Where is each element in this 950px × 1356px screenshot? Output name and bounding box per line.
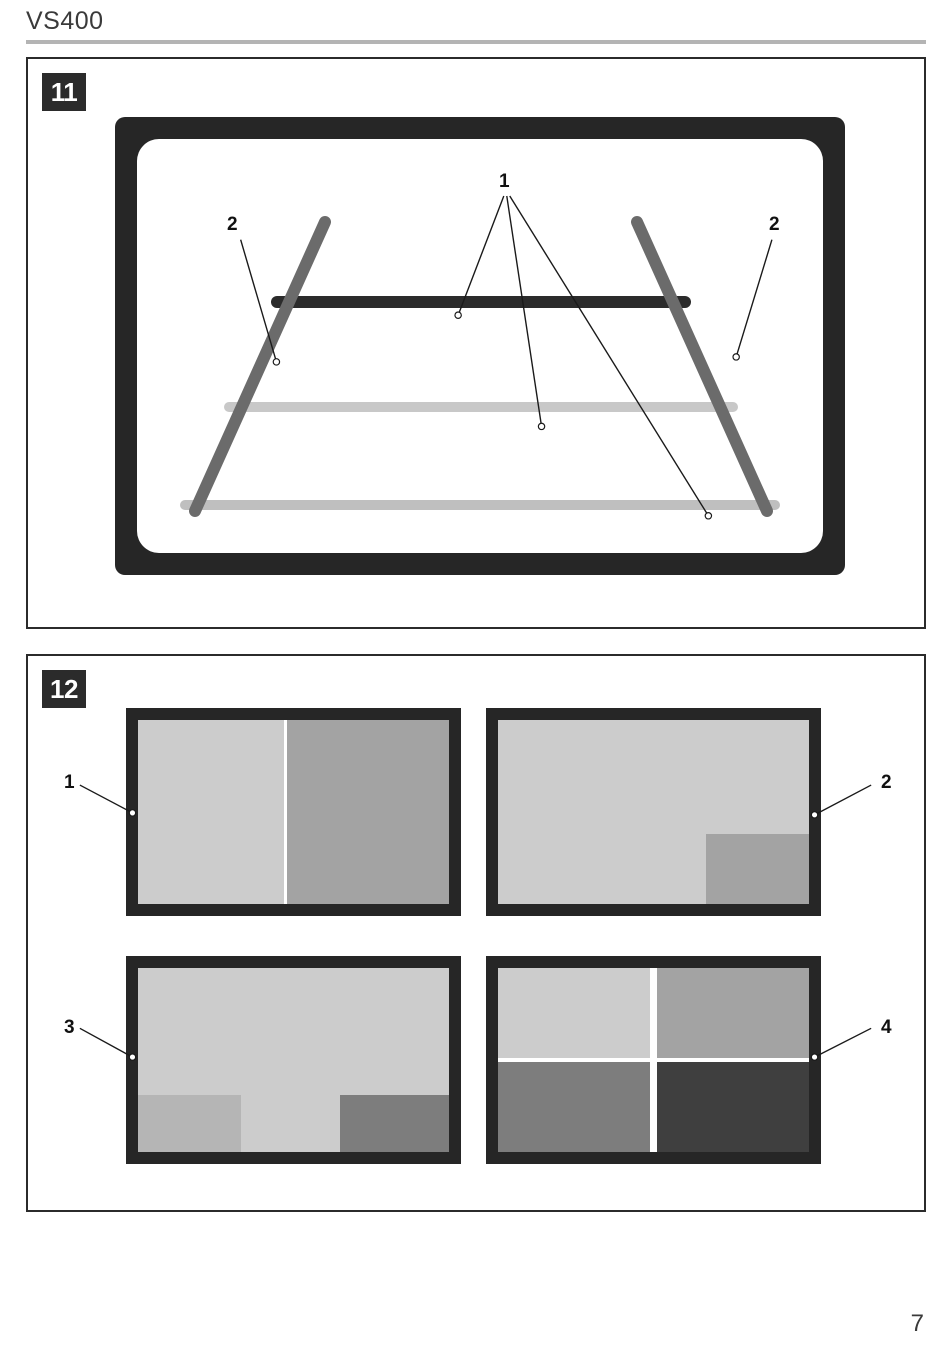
page-title: VS400 [26,7,104,35]
thumbnail-2-segment-b [706,834,809,904]
callout-label-t3: 3 [64,1017,75,1038]
callout-label-t2: 2 [881,772,892,793]
header-divider [26,40,926,44]
thumbnail-3-segment-c [340,1095,449,1152]
figure-tag-12: 12 [42,670,86,708]
callout-label-t4: 4 [881,1017,892,1038]
leader-t4 [815,1028,872,1057]
callout-label-2-left: 2 [227,214,238,235]
leader-t1 [80,785,133,813]
figure-tag-11: 11 [42,73,86,111]
callout-label-1: 1 [499,171,510,192]
thumbnail-1-segment-b [287,720,449,904]
monitor-screen [137,139,823,553]
figure-panel-11 [26,57,926,629]
thumbnail-2 [486,708,821,916]
thumbnail-4-segment-c [498,1062,650,1152]
thumbnail-3-segment-b [138,1095,241,1152]
figure-panel-12 [26,654,926,1212]
callout-label-t1: 1 [64,772,75,793]
leader-t2 [815,785,872,815]
thumbnail-3-screen [138,968,449,1152]
page-number: 7 [910,1310,924,1337]
thumbnail-4-segment-a [498,968,650,1058]
page-header [26,6,926,42]
left-diagonal-line [195,222,325,511]
callout-label-2-right: 2 [769,214,780,235]
thumbnail-2-screen [498,720,809,904]
monitor-frame [115,117,845,575]
right-diagonal-line [637,222,767,511]
thumbnail-1-segment-a [138,720,284,904]
thumbnail-4 [486,956,821,1164]
guide-line-overlay [137,139,823,553]
thumbnail-1-screen [138,720,449,904]
thumbnail-4-screen [498,968,809,1152]
thumbnail-4-segment-b [657,968,809,1058]
leader-t3 [80,1028,133,1057]
thumbnail-4-segment-d [657,1062,809,1152]
thumbnail-1 [126,708,461,916]
thumbnail-3 [126,956,461,1164]
